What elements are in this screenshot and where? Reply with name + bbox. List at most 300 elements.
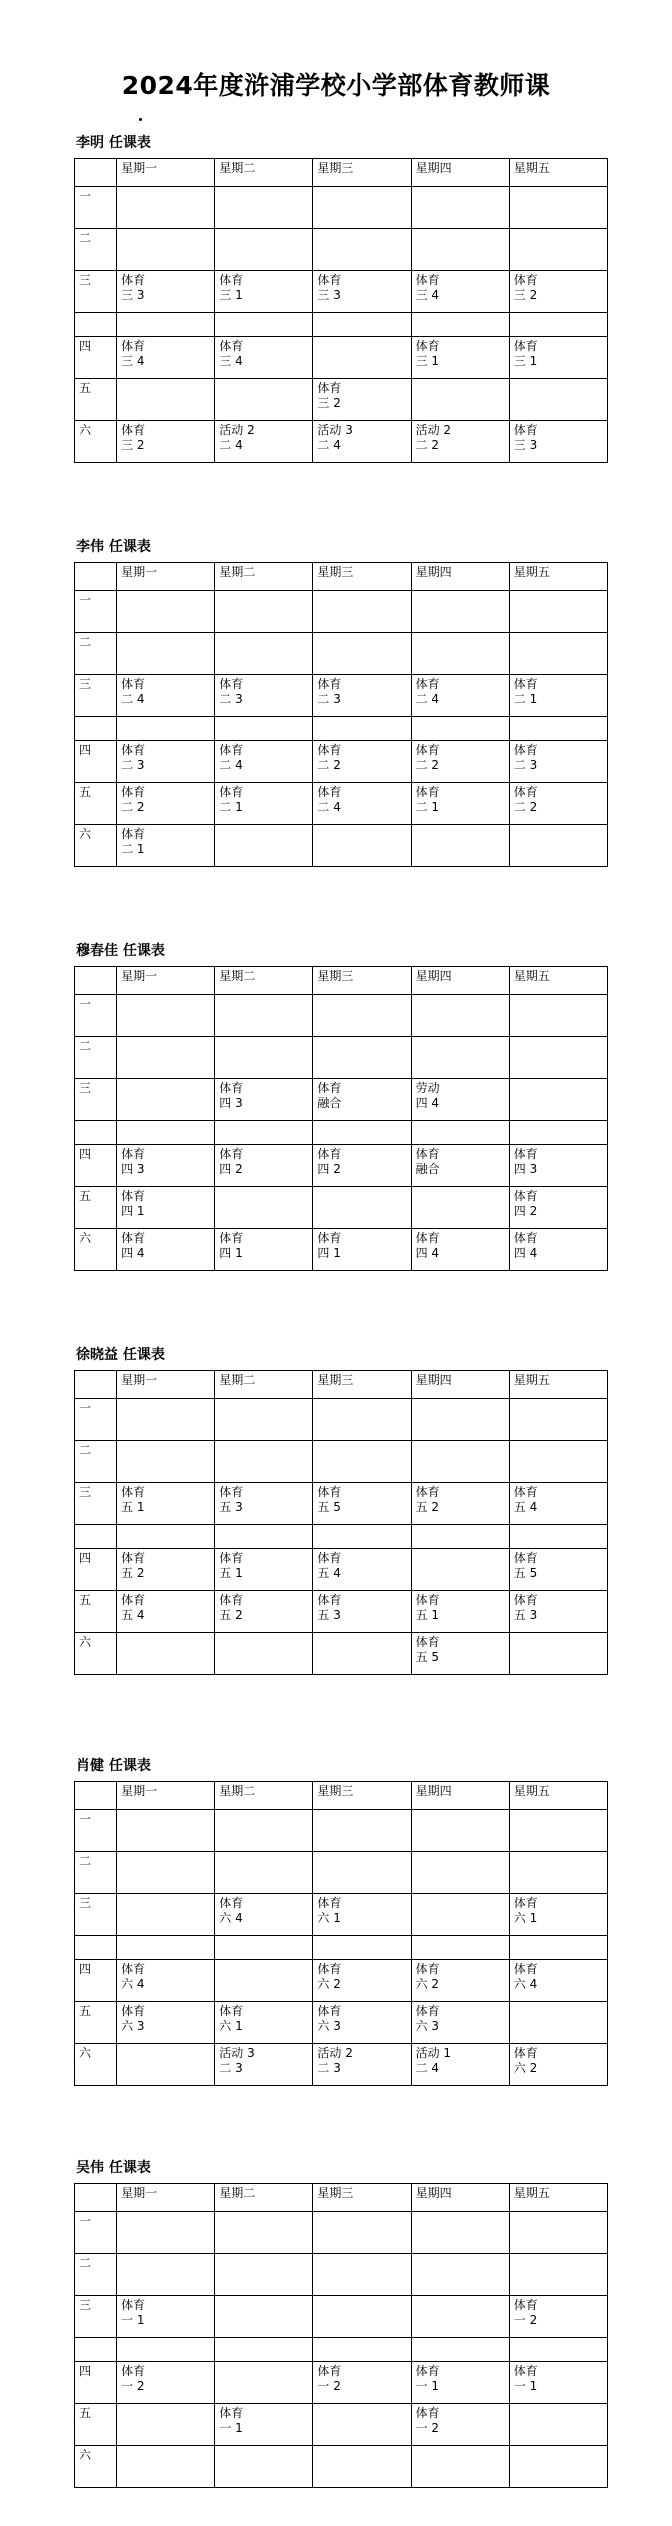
class-entry: [215, 2296, 312, 2298]
period-label: 五: [79, 1593, 92, 1607]
class-entry: [510, 1037, 607, 1039]
class-entry: 体育 二 4: [219, 743, 244, 772]
class-entry: 体育 三 4: [121, 339, 146, 368]
schedule-cell: [509, 313, 607, 337]
schedule-cell: [215, 2212, 313, 2254]
class-entry: 体育 六 1: [317, 1896, 342, 1925]
class-entry: [313, 1633, 410, 1635]
class-entry: [313, 1441, 410, 1443]
period-label: 四: [79, 1551, 92, 1565]
class-entry: [313, 633, 410, 635]
corner-cell: [75, 2184, 117, 2212]
class-entry: 体育 二 1: [415, 785, 440, 814]
weekday-label: 星期五: [513, 565, 550, 579]
class-entry: 体育 一 2: [415, 2406, 440, 2435]
weekday-label: 星期一: [121, 1373, 158, 1387]
class-entry: 活动 3 二 4: [317, 423, 353, 452]
class-entry: [117, 2254, 214, 2256]
period-cell: [75, 741, 117, 783]
period-cell: [75, 1441, 117, 1483]
period-cell: [75, 1936, 117, 1960]
schedule-cell: [215, 1229, 313, 1271]
class-entry: 体育 五 1: [121, 1485, 146, 1514]
period-cell: [75, 1229, 117, 1271]
weekday-header: [411, 1782, 509, 1810]
schedule-cell: [313, 2338, 411, 2362]
class-entry: [412, 591, 509, 593]
schedule-cell: [411, 2002, 509, 2044]
class-entry: [215, 313, 312, 315]
class-entry: [313, 2446, 410, 2448]
schedule-cell: [313, 675, 411, 717]
class-entry: 体育 二 4: [317, 785, 342, 814]
class-entry: [510, 1399, 607, 1401]
schedule-cell: [411, 271, 509, 313]
class-entry: [117, 1079, 214, 1081]
schedule-cell: [509, 675, 607, 717]
class-entry: [215, 1810, 312, 1812]
class-entry: [510, 633, 607, 635]
class-entry: [510, 1121, 607, 1123]
period-row: [75, 2296, 608, 2338]
period-label: 三: [79, 1485, 92, 1499]
class-entry: [412, 379, 509, 381]
weekday-label: 星期四: [415, 565, 452, 579]
schedule-cell: [313, 2254, 411, 2296]
schedule-cell: [215, 591, 313, 633]
schedule-cell: [215, 1525, 313, 1549]
schedule-cell: [411, 825, 509, 867]
period-cell: [75, 1633, 117, 1675]
period-cell: [75, 591, 117, 633]
period-cell: [75, 1960, 117, 2002]
schedule-cell: [117, 2044, 215, 2086]
period-row: [75, 1960, 608, 2002]
class-entry: 体育 五 3: [317, 1593, 342, 1622]
class-entry: 体育 六 3: [317, 2004, 342, 2033]
schedule-cell: [411, 633, 509, 675]
schedule-cell: [215, 1633, 313, 1675]
period-row: [75, 995, 608, 1037]
schedule-cell: [117, 1549, 215, 1591]
schedule-cell: [313, 783, 411, 825]
schedule-cell: [313, 2212, 411, 2254]
class-entry: [117, 1894, 214, 1896]
schedule-cell: [313, 2362, 411, 2404]
class-entry: 体育 四 2: [219, 1147, 244, 1176]
period-label: 三: [79, 273, 92, 287]
class-entry: 体育 三 3: [513, 423, 538, 452]
class-entry: 体育 六 2: [317, 1962, 342, 1991]
class-entry: 体育 五 2: [219, 1593, 244, 1622]
schedule-cell: [117, 1037, 215, 1079]
schedule-cell: [215, 2338, 313, 2362]
class-entry: [510, 2212, 607, 2214]
class-entry: [412, 1187, 509, 1189]
class-entry: [215, 1121, 312, 1123]
schedule-cell: [509, 1936, 607, 1960]
schedule-cell: [117, 2404, 215, 2446]
schedule-cell: [117, 1441, 215, 1483]
class-entry: [215, 717, 312, 719]
schedule-cell: [117, 717, 215, 741]
schedule-cell: [411, 1549, 509, 1591]
weekday-header: [509, 2184, 607, 2212]
period-cell: [75, 2338, 117, 2362]
schedule-cell: [313, 1591, 411, 1633]
class-entry: [412, 1399, 509, 1401]
schedule-cell: [215, 313, 313, 337]
schedule-cell: [117, 229, 215, 271]
weekday-label: 星期三: [317, 2186, 354, 2200]
schedule-cell: [411, 2338, 509, 2362]
weekday-label: 星期四: [415, 161, 452, 175]
period-label: 二: [79, 635, 92, 649]
class-entry: 体育 二 3: [317, 677, 342, 706]
class-entry: [313, 187, 410, 189]
class-entry: 体育 四 3: [121, 1147, 146, 1176]
class-entry: 体育 六 4: [121, 1962, 146, 1991]
schedule-cell: [411, 1810, 509, 1852]
class-entry: [313, 337, 410, 339]
class-entry: [313, 2254, 410, 2256]
class-entry: 体育 三 3: [317, 273, 342, 302]
schedule-cell: [313, 2044, 411, 2086]
class-entry: 体育 五 5: [415, 1635, 440, 1664]
class-entry: [510, 825, 607, 827]
schedule-cell: [117, 2296, 215, 2338]
weekday-label: 星期三: [317, 969, 354, 983]
class-entry: [117, 995, 214, 997]
class-entry: [313, 1525, 410, 1527]
schedule-cell: [117, 2446, 215, 2488]
schedule-cell: [313, 2446, 411, 2488]
schedule-cell: [117, 825, 215, 867]
period-row: [75, 1483, 608, 1525]
weekday-header: [117, 2184, 215, 2212]
schedule-cell: [411, 2254, 509, 2296]
period-row: [75, 1591, 608, 1633]
schedule-cell: [509, 1229, 607, 1271]
period-label: 二: [79, 1854, 92, 1868]
schedule-cell: [509, 1079, 607, 1121]
schedule-cell: [117, 1145, 215, 1187]
weekday-header: [215, 967, 313, 995]
class-entry: [313, 2212, 410, 2214]
header-row: [75, 563, 608, 591]
corner-cell: [75, 1371, 117, 1399]
weekday-header: [509, 563, 607, 591]
class-entry: [412, 633, 509, 635]
schedule-cell: [117, 2002, 215, 2044]
class-entry: [215, 2362, 312, 2364]
schedule-table: [74, 1781, 608, 2086]
class-entry: 体育 四 1: [121, 1189, 146, 1218]
period-label: 三: [79, 677, 92, 691]
schedule-cell: [509, 2362, 607, 2404]
period-row: [75, 2254, 608, 2296]
schedule-cell: [215, 1852, 313, 1894]
schedule-cell: [215, 337, 313, 379]
schedule-cell: [411, 2362, 509, 2404]
class-entry: 活动 2 二 2: [415, 423, 452, 452]
class-entry: [215, 187, 312, 189]
schedule-cell: [411, 1229, 509, 1271]
class-entry: [412, 2254, 509, 2256]
schedule-cell: [313, 1145, 411, 1187]
period-cell: [75, 2044, 117, 2086]
class-entry: 体育 一 2: [317, 2364, 342, 2393]
schedule-cell: [509, 337, 607, 379]
class-entry: [117, 1525, 214, 1527]
header-row: [75, 1782, 608, 1810]
period-cell: [75, 1079, 117, 1121]
schedule-cell: [117, 1229, 215, 1271]
weekday-header: [117, 1371, 215, 1399]
weekday-label: 星期二: [219, 565, 256, 579]
schedule-cell: [313, 1525, 411, 1549]
schedule-cell: [411, 675, 509, 717]
period-label: 四: [79, 1147, 92, 1161]
class-entry: 体育 五 4: [513, 1485, 538, 1514]
schedule-cell: [411, 2404, 509, 2446]
period-row: [75, 675, 608, 717]
class-entry: 体育 一 1: [121, 2298, 146, 2327]
schedule-cell: [411, 1525, 509, 1549]
schedule-cell: [215, 2044, 313, 2086]
schedule-cell: [215, 379, 313, 421]
schedule-cell: [215, 1591, 313, 1633]
class-entry: 体育 二 1: [121, 827, 146, 856]
class-entry: [412, 1121, 509, 1123]
class-entry: [313, 1936, 410, 1938]
schedule-cell: [117, 313, 215, 337]
schedule-cell: [215, 1549, 313, 1591]
class-entry: [412, 1852, 509, 1854]
teacher-heading: 穆春佳 任课表: [76, 943, 165, 959]
schedule-cell: [509, 1960, 607, 2002]
period-row: [75, 187, 608, 229]
period-cell: [75, 2254, 117, 2296]
class-entry: [412, 2338, 509, 2340]
period-row: [75, 1549, 608, 1591]
class-entry: [117, 1810, 214, 1812]
weekday-label: 星期一: [121, 565, 158, 579]
schedule-cell: [411, 1145, 509, 1187]
class-entry: 体育 五 2: [415, 1485, 440, 1514]
class-entry: 体育 三 2: [513, 273, 538, 302]
class-entry: 活动 2 二 3: [317, 2046, 353, 2075]
period-label: 一: [79, 189, 92, 203]
period-cell: [75, 2296, 117, 2338]
class-entry: [313, 825, 410, 827]
weekday-header: [117, 1782, 215, 1810]
schedule-cell: [117, 421, 215, 463]
corner-cell: [75, 967, 117, 995]
class-entry: 体育 六 4: [219, 1896, 244, 1925]
class-entry: [412, 995, 509, 997]
period-label: 五: [79, 381, 92, 395]
period-cell: [75, 2002, 117, 2044]
class-entry: 体育 四 3: [513, 1147, 538, 1176]
weekday-header: [313, 1782, 411, 1810]
schedule-cell: [411, 717, 509, 741]
schedule-cell: [313, 1852, 411, 1894]
period-row: [75, 229, 608, 271]
weekday-header: [215, 2184, 313, 2212]
class-entry: 体育 三 1: [219, 273, 244, 302]
class-entry: [215, 229, 312, 231]
schedule-cell: [313, 1037, 411, 1079]
period-label: 五: [79, 1189, 92, 1203]
class-entry: 体育 四 1: [317, 1231, 342, 1260]
weekday-label: 星期二: [219, 161, 256, 175]
schedule-cell: [411, 783, 509, 825]
weekday-header: [411, 1371, 509, 1399]
period-cell: [75, 1810, 117, 1852]
class-entry: [215, 633, 312, 635]
schedule-cell: [313, 2002, 411, 2044]
period-cell: [75, 1145, 117, 1187]
corner-cell: [75, 1782, 117, 1810]
period-cell: [75, 633, 117, 675]
schedule-cell: [509, 2254, 607, 2296]
class-entry: [117, 1936, 214, 1938]
class-entry: [313, 1810, 410, 1812]
class-entry: [313, 717, 410, 719]
schedule-cell: [117, 1525, 215, 1549]
weekday-header: [215, 1782, 313, 1810]
schedule-cell: [509, 2002, 607, 2044]
class-entry: 体育 六 2: [513, 2046, 538, 2075]
schedule-cell: [117, 1633, 215, 1675]
schedule-cell: [411, 337, 509, 379]
schedule-cell: [117, 1399, 215, 1441]
weekday-header: [313, 2184, 411, 2212]
schedule-cell: [313, 741, 411, 783]
schedule-cell: [411, 1121, 509, 1145]
class-entry: 体育 五 2: [121, 1551, 146, 1580]
period-cell: [75, 1894, 117, 1936]
schedule-cell: [509, 1810, 607, 1852]
period-row: [75, 2404, 608, 2446]
class-entry: [215, 1399, 312, 1401]
schedule-cell: [509, 1441, 607, 1483]
class-entry: 体育 四 4: [121, 1231, 146, 1260]
schedule-cell: [509, 1037, 607, 1079]
class-entry: 体育 一 2: [513, 2298, 538, 2327]
class-entry: 体育 三 2: [121, 423, 146, 452]
period-row: [75, 1037, 608, 1079]
period-label: 四: [79, 1962, 92, 1976]
schedule-cell: [117, 995, 215, 1037]
weekday-header: [313, 967, 411, 995]
schedule-cell: [411, 2296, 509, 2338]
weekday-header: [215, 1371, 313, 1399]
schedule-cell: [509, 1852, 607, 1894]
weekday-header: [117, 967, 215, 995]
weekday-header: [411, 967, 509, 995]
schedule-cell: [411, 591, 509, 633]
weekday-label: 星期二: [219, 969, 256, 983]
schedule-cell: [117, 271, 215, 313]
schedule-cell: [117, 1960, 215, 2002]
schedule-cell: [215, 1894, 313, 1936]
schedule-cell: [509, 825, 607, 867]
class-entry: [510, 591, 607, 593]
class-entry: [313, 1121, 410, 1123]
period-row: [75, 2362, 608, 2404]
class-entry: 体育 二 3: [513, 743, 538, 772]
class-entry: 劳动 四 4: [415, 1081, 440, 1110]
schedule-cell: [509, 2338, 607, 2362]
class-entry: [215, 591, 312, 593]
class-entry: [412, 717, 509, 719]
class-entry: 体育 三 1: [513, 339, 538, 368]
class-entry: 体育 六 2: [415, 1962, 440, 1991]
class-entry: 体育 一 1: [219, 2406, 244, 2435]
class-entry: [412, 1894, 509, 1896]
weekday-label: 星期一: [121, 2186, 158, 2200]
schedule-table: [74, 158, 608, 463]
class-entry: 体育 五 5: [317, 1485, 342, 1514]
schedule-cell: [313, 2296, 411, 2338]
schedule-cell: [313, 825, 411, 867]
weekday-header: [313, 159, 411, 187]
class-entry: 体育 五 3: [513, 1593, 538, 1622]
class-entry: [313, 2338, 410, 2340]
schedule-cell: [411, 2212, 509, 2254]
decorative-dot: [139, 118, 142, 121]
schedule-table: [74, 562, 608, 867]
class-entry: [117, 2404, 214, 2406]
schedule-cell: [117, 187, 215, 229]
weekday-label: 星期二: [219, 1373, 256, 1387]
schedule-cell: [313, 1441, 411, 1483]
weekday-label: 星期三: [317, 565, 354, 579]
schedule-cell: [215, 1960, 313, 2002]
schedule-cell: [509, 1145, 607, 1187]
period-label: 六: [79, 1231, 92, 1245]
schedule-cell: [313, 337, 411, 379]
schedule-cell: [117, 337, 215, 379]
class-entry: 体育 一 1: [513, 2364, 538, 2393]
class-entry: [510, 1936, 607, 1938]
period-cell: [75, 1399, 117, 1441]
period-label: [75, 717, 116, 719]
period-row: [75, 1633, 608, 1675]
class-entry: [117, 2044, 214, 2046]
class-entry: 体育 二 3: [121, 743, 146, 772]
schedule-cell: [313, 187, 411, 229]
class-entry: [215, 1633, 312, 1635]
period-cell: [75, 1483, 117, 1525]
schedule-cell: [509, 1399, 607, 1441]
schedule-cell: [509, 783, 607, 825]
schedule-cell: [117, 741, 215, 783]
class-entry: [313, 229, 410, 231]
schedule-cell: [313, 271, 411, 313]
schedule-cell: [411, 1187, 509, 1229]
schedule-cell: [411, 379, 509, 421]
period-row: [75, 2044, 608, 2086]
header-row: [75, 159, 608, 187]
weekday-label: 星期四: [415, 969, 452, 983]
schedule-cell: [215, 1037, 313, 1079]
period-row: [75, 1852, 608, 1894]
class-entry: [510, 2002, 607, 2004]
class-entry: 体育 三 2: [317, 381, 342, 410]
